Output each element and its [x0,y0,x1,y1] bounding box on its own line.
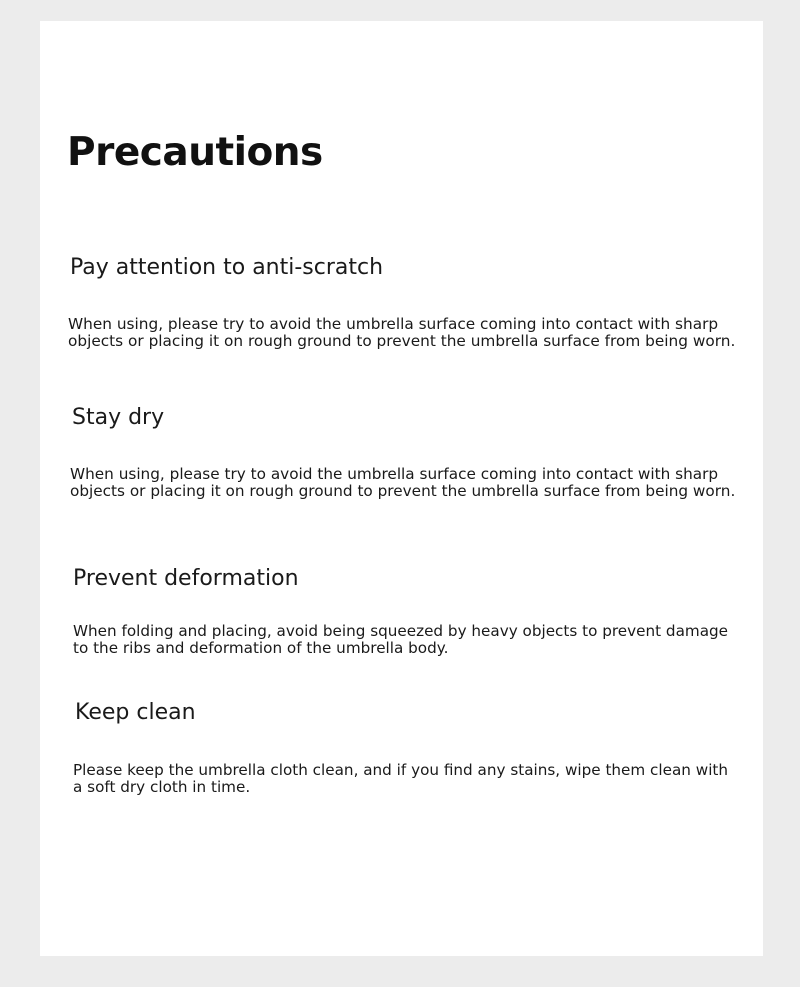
body-line: Please keep the umbrella cloth clean, and if you find any stains, wipe them clean with [73,761,729,779]
section-body-stay-dry [70,466,770,500]
section-body-anti-scratch [68,316,768,350]
section-body-prevent-deformation [73,623,773,657]
body-line: objects or placing it on rough ground to prevent the umbrella surface from being worn. [68,332,736,350]
section-heading-prevent-deformation: Prevent deformation [73,566,299,591]
body-line: When folding and placing, avoid being squeezed by heavy objects to prevent damage [73,622,729,640]
section-heading-stay-dry: Stay dry [72,405,165,430]
section-body-keep-clean [73,762,773,796]
body-line: When using, please try to avoid the umbrella surface coming into contact with sharp [68,315,719,333]
section-heading-anti-scratch: Pay attention to anti-scratch [70,255,384,280]
body-line: When using, please try to avoid the umbrella surface coming into contact with sharp [70,465,719,483]
section-heading-keep-clean: Keep clean [75,700,196,725]
page-title: Precautions [67,130,323,175]
body-line: a soft dry cloth in time. [73,778,251,796]
body-line: to the ribs and deformation of the umbrella body. [73,639,449,657]
body-line: objects or placing it on rough ground to prevent the umbrella surface from being worn. [70,482,736,500]
